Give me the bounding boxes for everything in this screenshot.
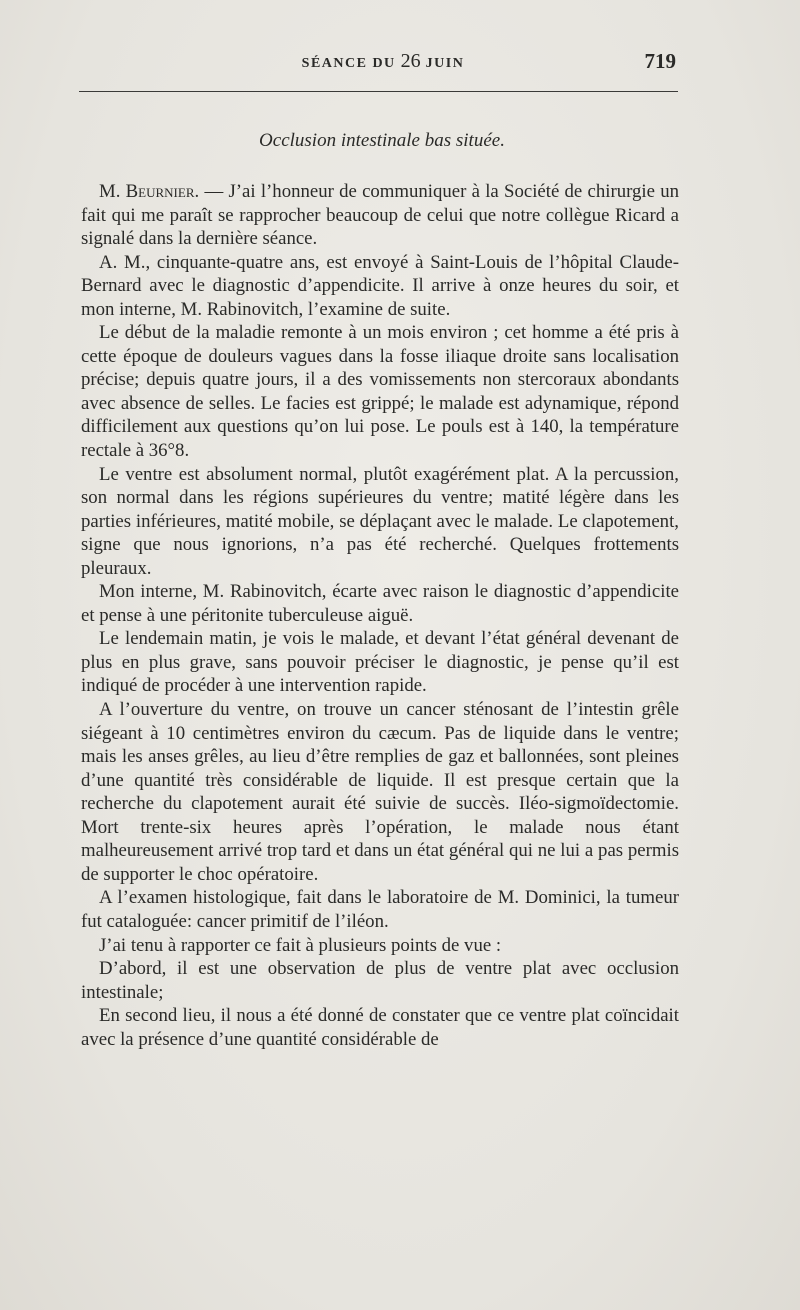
paragraph xyxy=(81,180,679,251)
paragraph: Mon interne, M. Rabinovitch, écarte avec raison le diagnostic d’appendicite et pense à une péritonite tuberculeuse aiguë. xyxy=(81,581,679,626)
header-rule xyxy=(79,91,678,92)
header-title-suffix: JUIN xyxy=(420,56,465,71)
header-title-prefix: SÉANCE DU xyxy=(301,56,401,71)
paragraph: A l’examen histologique, fait dans le laboratoire de M. Dominici, la tumeur fut cataloguée: cancer primitif de l’iléon. xyxy=(81,887,679,932)
header-title-day: 26 xyxy=(400,50,421,72)
header-title xyxy=(78,50,678,73)
paragraph: Le début de la maladie remonte à un mois environ ; cet homme a été pris à cette époque de douleurs vagues dans la fosse iliaque droite sans localisation précise; depuis quatre jours, il a des vomissements non stercoraux abondants avec absence de selles. Le facies est grippé; le malade est adynamique, répond difficilement aux questions qu’on lui pose. Le pouls est à 140, la température rectale à 36°8. xyxy=(81,322,679,462)
paragraph: D’abord, il est une observation de plus de ventre plat avec occlusion intestinale; xyxy=(81,958,679,1003)
paragraph: A. M., cinquante-quatre ans, est envoyé à Saint-Louis de l’hôpital Claude-Bernard avec le diagnostic d’appendicite. Il arrive à onze heures du soir, et mon interne, M. Rabinovitch, l’examine de suite. xyxy=(81,251,679,320)
section-title: Occlusion intestinale bas située. xyxy=(259,130,505,151)
paragraph: A l’ouverture du ventre, on trouve un cancer sténosant de l’intestin grêle siégeant à 10 centimètres environ du cæcum. Pas de liquide dans le ventre; mais les anses grêles, au lieu d’être remplies de gaz et ballonnées, sont pleines d’une quantité très considérable de liquide. Il est presque certain que la recherche du clapotement aurait été suivie de succès. Iléo-sigmoïdectomie. Mort trente-six heures après l’opération, le malade nous étant malheureusement arrivé trop tard et dans un état général qui ne lui a pas permis de supporter le choc opératoire. xyxy=(81,699,679,885)
running-header xyxy=(78,50,678,72)
paragraph: Le ventre est absolument normal, plutôt exagérément plat. A la percussion, son normal dans les régions supérieures du ventre; matité légère dans les parties inférieures, matité mobile, se déplaçant avec le malade. Le clapotement, signe que nous ignorions, n’a pas été recherché. Quelques frottements pleuraux. xyxy=(81,463,679,579)
paragraph: J’ai tenu à rapporter ce fait à plusieurs points de vue : xyxy=(99,934,502,956)
paragraph: En second lieu, il nous a été donné de constater que ce ventre plat coïncidait avec la présence d’une quantité considérable de xyxy=(81,1005,679,1050)
author-name: M. Beurnier. xyxy=(99,181,200,202)
paragraph-text: — J’ai l’honneur de communiquer à la Société de chirurgie un fait qui me paraît se rapprocher beaucoup de celui que notre collègue Ricard a signalé dans la dernière séance. xyxy=(81,181,679,250)
paragraph: Le lendemain matin, je vois le malade, et devant l’état général devenant de plus en plus grave, sans pouvoir préciser le diagnostic, je pense qu’il est indiqué de procéder à une intervention rapide. xyxy=(81,628,679,697)
body-text xyxy=(81,180,679,1051)
page-number: 719 xyxy=(644,49,676,73)
